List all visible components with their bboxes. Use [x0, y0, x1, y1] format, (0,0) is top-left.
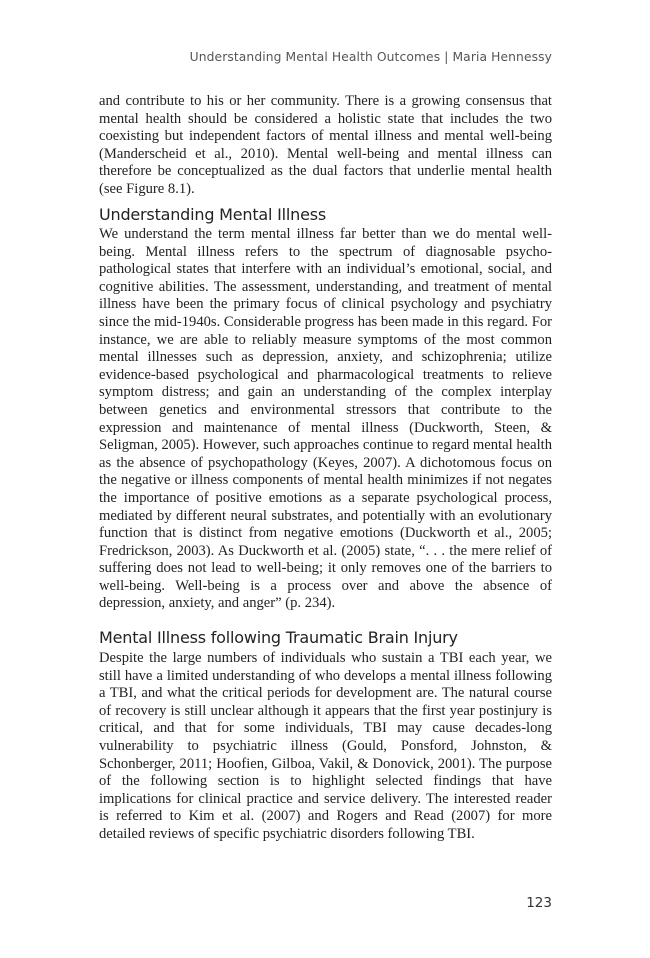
heading-mental-illness-tbi: Mental Illness following Traumatic Brain Injury	[99, 628, 458, 647]
running-head: Understanding Mental Health Outcomes | Maria Hennessy	[189, 50, 552, 64]
paragraph-tbi: Despite the large numbers of individuals who sustain a TBI each year, we still have a limited understanding of who develops a mental illness following a TBI, and what the critical periods for development are. The natural course of recovery is still unclear although it appears that the first year postinjury is critical, and that for some individuals, TBI may cause decades-long vulnerability to psychiatric illness (Gould, Ponsford, Johnston, & Schonberger, 2011; Hoofien, Gilboa, Vakil, & Donovick, 2001). The purpose of the following section is to highlight selected findings that have implications for clinical practice and service delivery. The interested reader is referred to Kim et al. (2007) and Rogers and Read (2007) for more detailed reviews of specific psychiatric disorders following TBI.	[99, 650, 552, 842]
heading-understanding-mental-illness: Understanding Mental Illness	[99, 205, 327, 224]
paragraph-intro: and contribute to his or her community. There is a growing consensus that mental health should be considered a holistic state that includes the two coexisting but independent factors of mental illness and mental well-being (Manderscheid et al., 2010). Mental well-being and mental illness can therefore be conceptualized as the dual factors that underlie mental health (see Figure 8.1).	[99, 93, 552, 197]
paragraph-mental-illness: We understand the term mental illness far better than we do mental well-being. Mental illness refers to the spectrum of diagnosable psychopathological states that interfere with an individual’s emotional, social, and cognitive abilities. The assessment, understanding, and treatment of mental illness have been the primary focus of clinical psychology and psychiatry since the mid-1940s. Considerable progress has been made in this regard. For instance, we are able to reliably measure symptoms of the most common mental illnesses such as depression, anxiety, and schizophrenia; utilize evidence-based psychological and pharmacological treatments to relieve symptom distress; and gain an understanding of the complex interplay between genetics and environmental stressors that contribute to the expression and maintenance of mental illness (Duckworth, Steen, & Seligman, 2005). However, such approaches continue to regard mental health as the absence of psychopathology (Keyes, 2007). A dichotomous focus on the negative or illness components of mental health minimizes if not negates the importance of positive emotions as a separate psychological process, mediated by different neural substrates, and potentially with an evolutionary function that is distinct from negative emotions (Duckworth et al., 2005; Fredrickson, 2003). As Duckworth et al. (2005) state, “. . . the mere relief of suffering does not lead to well-being; it only removes one of the barriers to well-being. Well-being is a process over and above the absence of depression, anxiety, and anger” (p. 234).	[99, 226, 552, 612]
page-number: 123	[526, 895, 552, 911]
